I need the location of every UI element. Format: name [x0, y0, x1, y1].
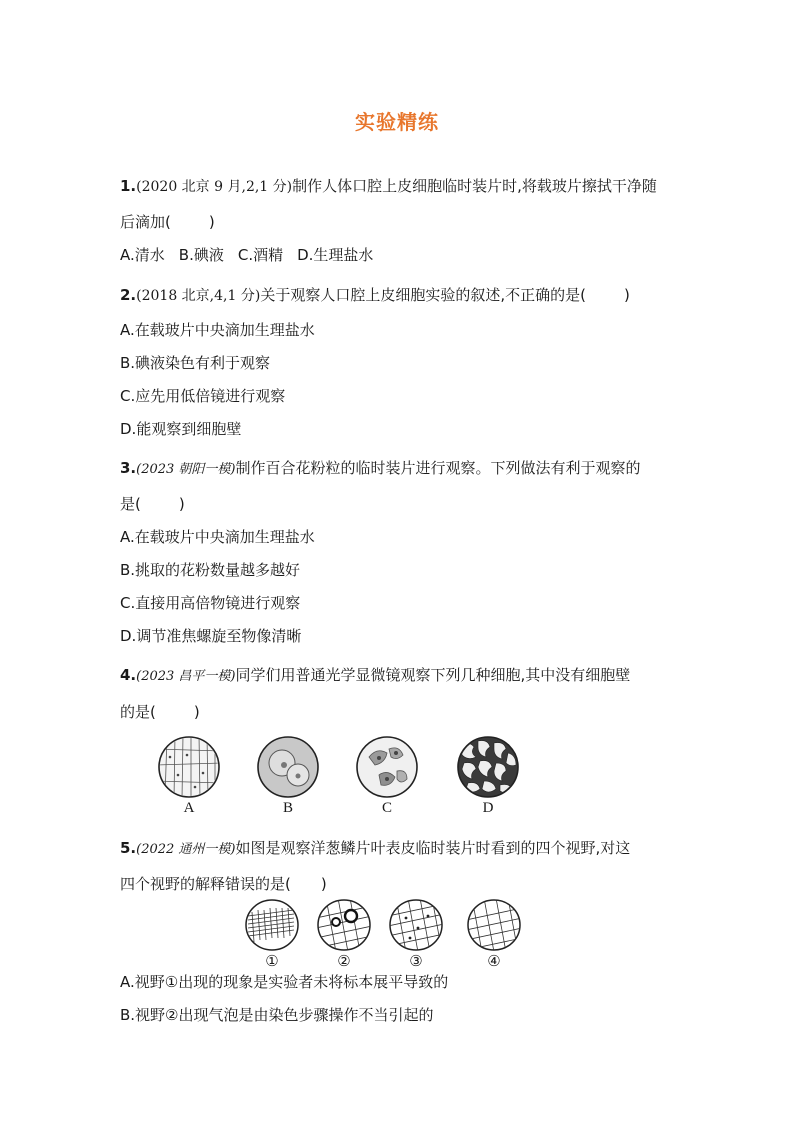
q1-option-c: C.酒精 — [237, 246, 284, 264]
q4-figure-a-onion-cells — [157, 735, 221, 799]
q2-option-d: D.能观察到细胞壁 — [120, 420, 242, 438]
q4-paren-close: ) — [193, 703, 200, 721]
q1-source: (2020 北京 9 月,2,1 分) — [136, 179, 293, 195]
q2-paren-close: ) — [623, 286, 630, 304]
q5-figure-3-cells — [388, 898, 444, 952]
q5-figure-4-label: ④ — [487, 954, 501, 970]
q2-number: 2. — [120, 286, 137, 304]
q4-stem-line2 — [120, 702, 200, 722]
q4-stem-line1 — [120, 665, 630, 687]
q3-option-a: A.在载玻片中央滴加生理盐水 — [120, 528, 315, 546]
q1-options — [120, 245, 373, 265]
q2-stem-line1 — [120, 285, 630, 306]
page-title: 实验精练 — [355, 110, 439, 134]
q4-stem: 同学们用普通光学显微镜观察下列几种细胞,其中没有细胞壁 — [235, 666, 631, 684]
q3-stem-line2 — [120, 494, 185, 514]
q2-source: (2018 北京,4,1 分) — [136, 288, 261, 304]
q5-figure-1-label: ① — [265, 954, 279, 970]
q4-figure-c-label: C — [381, 800, 392, 816]
q2-option-b: B.碘液染色有利于观察 — [120, 354, 271, 372]
q1-option-b: B.碘液 — [178, 246, 224, 264]
q4-source: (2023 昌平一模) — [136, 669, 236, 684]
q1-option-d: D.生理盐水 — [297, 246, 374, 264]
q1-stem-line1 — [120, 176, 657, 197]
q5-figure-2-label: ② — [337, 954, 351, 970]
q5-stem: 如图是观察洋葱鳞片叶表皮临时装片时看到的四个视野,对这 — [235, 839, 631, 857]
q1-stem: 制作人体口腔上皮细胞临时装片时,将载玻片擦拭干净随 — [292, 177, 657, 195]
q3-source: (2023 朝阳一模) — [136, 462, 236, 477]
q5-number: 5. — [120, 839, 137, 857]
q3-option-d: D.调节准焦螺旋至物像清晰 — [120, 627, 302, 645]
q1-stem-cont: 后滴加( — [120, 213, 171, 231]
q4-number: 4. — [120, 666, 137, 684]
q4-stem-cont: 的是( — [120, 703, 156, 721]
q2-option-c: C.应先用低倍镜进行观察 — [120, 387, 286, 405]
q5-figure-3-label: ③ — [409, 954, 423, 970]
q2-option-a: A.在载玻片中央滴加生理盐水 — [120, 321, 315, 339]
q4-figure-c-epithelial-cells — [355, 735, 419, 799]
q3-number: 3. — [120, 459, 137, 477]
q2-stem: 关于观察人口腔上皮细胞实验的叙述,不正确的是( — [260, 286, 586, 304]
q5-figure-2-air-bubbles — [316, 898, 372, 952]
q5-stem-line1 — [120, 838, 630, 860]
q1-number: 1. — [120, 177, 137, 195]
q5-stem-cont: 四个视野的解释错误的是( — [120, 875, 291, 893]
q5-figure-4-cells — [466, 898, 522, 952]
q5-option-a: A.视野①出现的现象是实验者未将标本展平导致的 — [120, 973, 449, 991]
q1-paren-close: ) — [208, 213, 215, 231]
q1-option-a: A.清水 — [120, 246, 165, 264]
q5-paren-close: ) — [320, 875, 327, 893]
q3-option-b: B.挑取的花粉数量越多越好 — [120, 561, 301, 579]
q4-figure-d-leaf-cells — [456, 735, 520, 799]
q5-source: (2022 通州一模) — [136, 842, 236, 857]
q5-stem-line2 — [120, 874, 327, 894]
q3-option-c: C.直接用高倍物镜进行观察 — [120, 594, 301, 612]
q1-stem-line2 — [120, 212, 215, 232]
q3-stem-line1 — [120, 458, 641, 480]
q4-figure-b-label: B — [282, 800, 293, 816]
q5-option-b: B.视野②出现气泡是由染色步骤操作不当引起的 — [120, 1006, 434, 1024]
q3-paren-close: ) — [178, 495, 185, 513]
q3-stem: 制作百合花粉粒的临时装片进行观察。下列做法有利于观察的 — [235, 459, 641, 477]
q4-figure-b-cells — [256, 735, 320, 799]
q5-figure-1-overlapping-cells — [244, 898, 300, 952]
q4-figure-a-label: A — [183, 800, 195, 816]
q4-figure-d-label: D — [482, 800, 494, 816]
q3-stem-cont: 是( — [120, 495, 141, 513]
